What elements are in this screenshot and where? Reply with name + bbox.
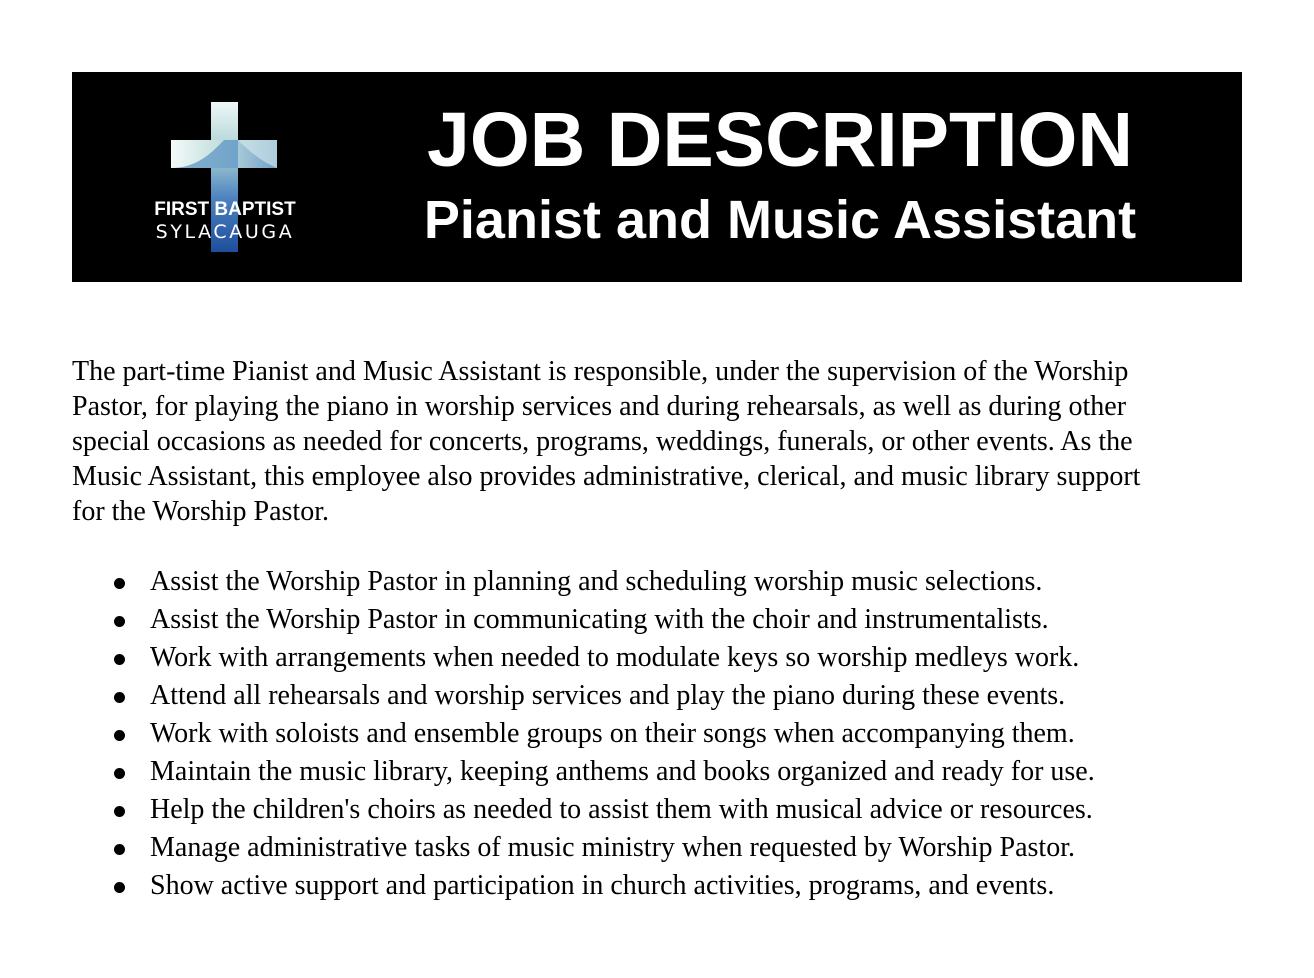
intro-line: The part-time Pianist and Music Assistant is responsible, under the supervision of the Worship	[72, 356, 1129, 387]
intro-paragraph	[72, 354, 1244, 529]
duty-item	[72, 601, 1244, 639]
duty-item	[72, 791, 1244, 829]
logo-text-first-baptist: FIRST BAPTIST	[154, 199, 296, 220]
page-subtitle: Pianist and Music Assistant	[423, 190, 1137, 250]
page-title: JOB DESCRIPTION	[427, 97, 1133, 183]
duty-item	[72, 563, 1244, 601]
duty-text: Assist the Worship Pastor in communicating with the choir and instrumentalists.	[150, 604, 1049, 635]
bullet-icon	[114, 692, 125, 703]
intro-line: Music Assistant, this employee also provides administrative, clerical, and music library support	[72, 461, 1141, 492]
logo-text-sylacauga: SYLACAUGA	[155, 221, 295, 243]
bullet-icon	[114, 730, 125, 741]
duty-item	[72, 753, 1244, 791]
bullet-icon	[114, 578, 125, 589]
duty-item	[72, 639, 1244, 677]
bullet-icon	[114, 882, 125, 893]
duty-text: Work with arrangements when needed to modulate keys so worship medleys work.	[150, 642, 1080, 673]
duty-item	[72, 867, 1244, 905]
duty-text: Maintain the music library, keeping anthems and books organized and ready for use.	[150, 756, 1095, 787]
church-logo	[140, 100, 310, 260]
bullet-icon	[114, 768, 125, 779]
duty-item	[72, 715, 1244, 753]
duty-text: Work with soloists and ensemble groups on their songs when accompanying them.	[150, 718, 1075, 749]
bullet-icon	[114, 806, 125, 817]
intro-line: for the Worship Pastor.	[72, 496, 329, 527]
bullet-icon	[114, 616, 125, 627]
duty-text: Manage administrative tasks of music ministry when requested by Worship Pastor.	[150, 832, 1075, 863]
duty-text: Show active support and participation in church activities, programs, and events.	[150, 870, 1055, 901]
intro-line: Pastor, for playing the piano in worship services and during rehearsals, as well as during other	[72, 391, 1127, 422]
duties-list	[72, 563, 1244, 905]
bullet-icon	[114, 654, 125, 665]
bullet-icon	[114, 844, 125, 855]
intro-line: special occasions as needed for concerts, programs, weddings, funerals, or other events. As the	[72, 426, 1133, 457]
duty-item	[72, 677, 1244, 715]
duty-text: Assist the Worship Pastor in planning and scheduling worship music selections.	[150, 566, 1043, 597]
duty-text: Help the children's choirs as needed to assist them with musical advice or resources.	[150, 794, 1093, 825]
duty-text: Attend all rehearsals and worship services and play the piano during these events.	[150, 680, 1066, 711]
duty-item	[72, 829, 1244, 867]
